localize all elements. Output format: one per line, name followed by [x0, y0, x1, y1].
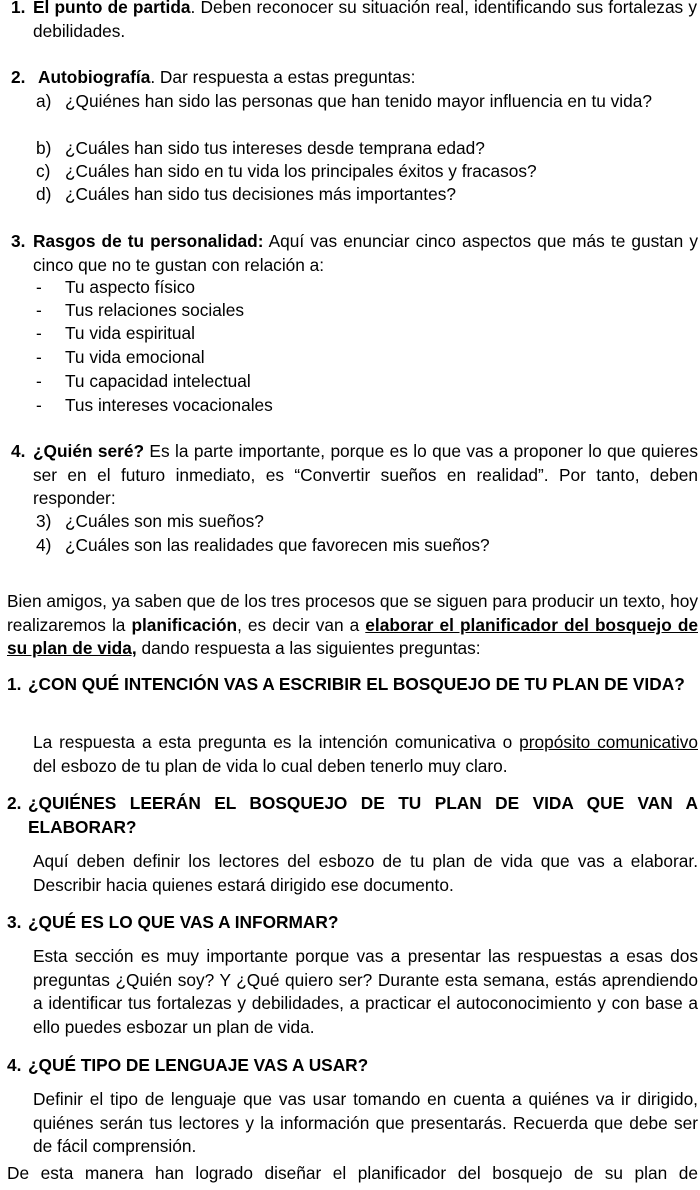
- question-1: [0, 673, 700, 721]
- section-text: [33, 440, 698, 511]
- section-body: . Dar respuesta a estas preguntas:: [150, 67, 416, 87]
- list-text: Tu aspecto físico: [65, 277, 195, 297]
- section-body: Es la parte importante, porque es lo que vas a proponer lo que quieres ser en el futuro inmediato, es “Convertir sueños en realidad”. Por tanto, deben responder:: [33, 441, 698, 509]
- question-2: [0, 792, 700, 840]
- intro-text-2: , es decir van a: [237, 614, 366, 635]
- answer-text: Esta sección es muy importante porque vas a presentar las respuestas a esas dos preguntas ¿Quién soy? Y ¿Qué quiero ser? Durante esta semana, estás aprendiendo a identificar tus fortalezas y debilidades, a practicar el autoconocimiento y con base a ello puedes esbozar un plan de vida.: [33, 946, 698, 1038]
- section-title: El punto de partida: [33, 0, 191, 17]
- section-number: 3.: [11, 231, 26, 251]
- question-answer: [33, 731, 698, 778]
- list-item: [0, 90, 700, 138]
- section-body: Aquí vas enunciar cinco aspectos que más te gustan y cinco que no te gustan con relación a:: [33, 231, 698, 275]
- section-1: [0, 0, 700, 44]
- list-item: [0, 299, 700, 323]
- question-3: [0, 911, 700, 935]
- question-number: 1.: [7, 674, 22, 694]
- list-item: [0, 160, 700, 184]
- question-number: 3.: [7, 912, 22, 932]
- list-text: Tu vida emocional: [65, 347, 205, 367]
- section-title: Autobiografía: [38, 67, 151, 87]
- section-text: [33, 0, 697, 43]
- question-title: ¿CON QUÉ INTENCIÓN VAS A ESCRIBIR EL BOSQUEJO DE TU PLAN DE VIDA?: [28, 674, 685, 694]
- answer-text: Aquí deben definir los lectores del esbozo de tu plan de vida que vas a elaborar. Describir hacia quienes estará dirigido ese documento.: [33, 851, 698, 895]
- list-item: [0, 322, 700, 346]
- list-item: [0, 510, 700, 534]
- section-number: 4.: [11, 441, 26, 461]
- intro-bold-planificacion: planificación: [131, 614, 238, 635]
- intro-text-1: Bien amigos, ya saben que de los tres procesos que se siguen para producir un texto, hoy realizaremos la: [7, 591, 698, 635]
- intro-underlined-link: elaborar el planificador del bosquejo de su plan de vida,: [7, 614, 698, 659]
- dash-bullet: -: [36, 371, 42, 391]
- section-number: 2.: [11, 67, 26, 87]
- list-item: [0, 183, 700, 207]
- list-text: ¿Cuáles han sido tus decisiones más importantes?: [65, 184, 456, 204]
- question-title: ¿QUIÉNES LEERÁN EL BOSQUEJO DE TU PLAN DE VIDA QUE VAN A ELABORAR?: [28, 793, 698, 837]
- list-text: ¿Cuáles han sido en tu vida los principales éxitos y fracasos?: [65, 161, 537, 181]
- answer-part: del esbozo de tu plan de vida lo cual deben tenerlo muy claro.: [33, 755, 508, 776]
- list-text: ¿Quiénes han sido las personas que han tenido mayor influencia en tu vida?: [65, 91, 652, 111]
- list-item: [0, 394, 700, 418]
- section-title: Rasgos de tu personalidad:: [33, 231, 264, 251]
- list-text: ¿Cuáles han sido tus intereses desde temprana edad?: [65, 138, 485, 158]
- list-text: Tu capacidad intelectual: [65, 371, 251, 391]
- list-label: 4): [36, 535, 52, 555]
- answer-underlined: propósito comunicativo: [519, 732, 699, 752]
- dash-bullet: -: [36, 323, 42, 343]
- question-title: ¿QUÉ ES LO QUE VAS A INFORMAR?: [28, 912, 339, 932]
- question-answer: [33, 850, 698, 897]
- list-label: b): [36, 138, 52, 158]
- list-item: [0, 370, 700, 394]
- list-label: d): [36, 184, 52, 204]
- question-answer: [33, 1088, 698, 1159]
- list-item: [0, 534, 700, 558]
- list-text: Tus relaciones sociales: [65, 300, 244, 320]
- intro-paragraph: [7, 590, 698, 661]
- dash-bullet: -: [36, 347, 42, 367]
- list-text: ¿Cuáles son las realidades que favorecen mis sueños?: [65, 535, 490, 555]
- dash-bullet: -: [36, 300, 42, 320]
- section-3: [0, 230, 700, 278]
- section-number: 1.: [11, 0, 26, 17]
- list-item: [0, 346, 700, 370]
- list-label: 3): [36, 511, 52, 531]
- list-item: [0, 276, 700, 300]
- intro-text-3: dando respuesta a las siguientes preguntas:: [136, 638, 481, 659]
- dash-bullet: -: [36, 395, 42, 415]
- closing-paragraph: [7, 1162, 698, 1186]
- section-2: [0, 66, 700, 90]
- section-4: [0, 440, 700, 512]
- list-text: ¿Cuáles son mis sueños?: [65, 511, 264, 531]
- list-label: c): [36, 161, 51, 181]
- section-body: . Deben reconocer su situación real, identificando sus fortalezas y debilidades.: [33, 0, 697, 41]
- question-title: ¿QUÉ TIPO DE LENGUAJE VAS A USAR?: [28, 1055, 369, 1075]
- answer-text: [33, 731, 698, 778]
- section-text: [33, 230, 698, 277]
- list-label: a): [36, 91, 52, 111]
- answer-part: La respuesta a esta pregunta es la intención comunicativa o: [33, 732, 520, 752]
- question-4: [0, 1054, 700, 1078]
- question-number: 2.: [7, 793, 22, 813]
- section-text: [38, 66, 697, 90]
- list-text: Tus intereses vocacionales: [65, 395, 273, 415]
- dash-bullet: -: [36, 277, 42, 297]
- question-number: 4.: [7, 1055, 22, 1075]
- question-answer: [33, 945, 698, 1040]
- closing-text: De esta manera han logrado diseñar el planificador del bosquejo de su plan de: [7, 1163, 698, 1183]
- section-title: ¿Quién seré?: [33, 441, 145, 461]
- answer-text: Definir el tipo de lenguaje que vas usar tomando en cuenta a quiénes va ir dirigido, quiénes serán tus lectores y la información que presentarás. Recuerda que debe ser de fácil comprensión.: [33, 1089, 698, 1157]
- list-item: [0, 137, 700, 161]
- list-text: Tu vida espiritual: [65, 323, 195, 343]
